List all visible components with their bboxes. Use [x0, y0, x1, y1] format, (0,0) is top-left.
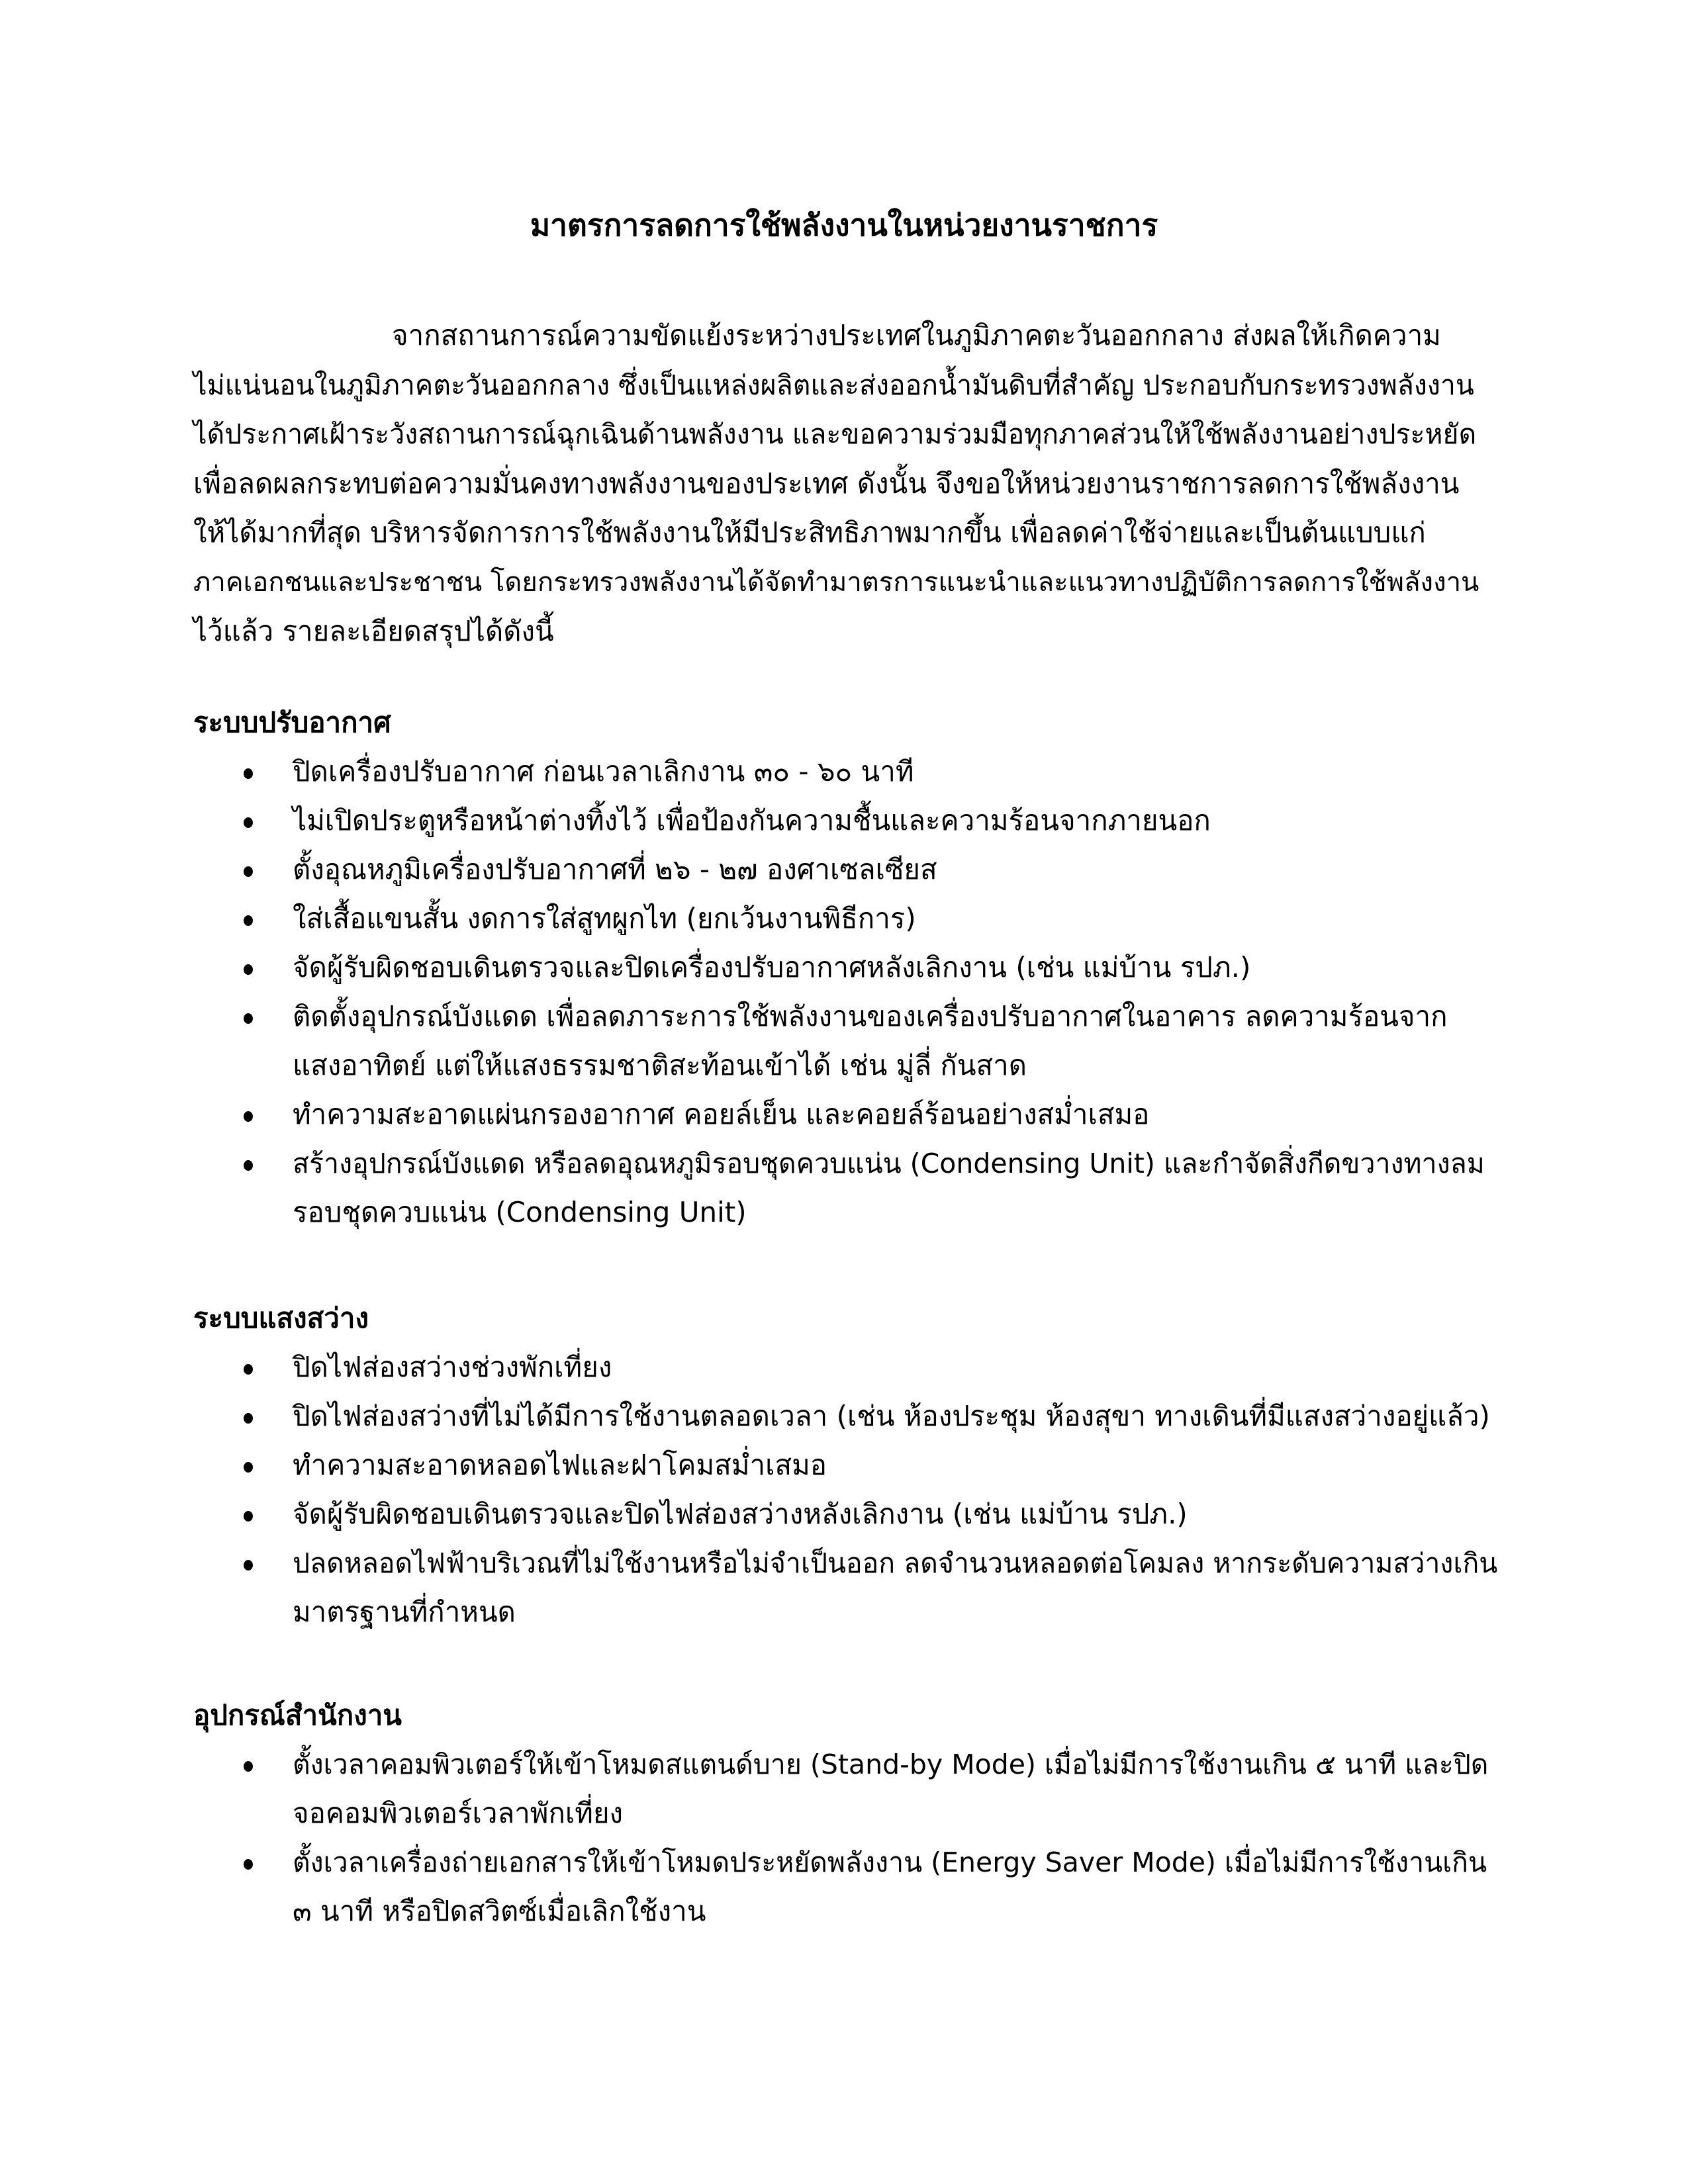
bullet-icon [244, 1413, 253, 1424]
list-item-text: ตั้งเวลาเครื่องถ่ายเอกสารให้เข้าโหมดประหยัดพลังงาน (Energy Saver Mode) เมื่อไม่มีการใช้งานเกิน [293, 1846, 1487, 1878]
list-item-text: ติดตั้งอุปกรณ์บังแดด เพื่อลดภาระการใช้พลังงานของเครื่องปรับอากาศในอาคาร ลดความร้อนจาก [293, 1000, 1448, 1032]
list-item [193, 796, 1511, 845]
section-heading: ระบบแสงสว่าง [193, 1302, 369, 1334]
section-office-equipment [193, 1691, 1511, 1936]
list-item-text: จอคอมพิวเตอร์เวลาพักเที่ยง [293, 1797, 624, 1829]
bullet-icon [244, 1560, 253, 1570]
bullet-icon [244, 1859, 253, 1870]
bullet-list [193, 1740, 1511, 1936]
list-item [193, 747, 1511, 796]
bullet-icon [244, 1111, 253, 1122]
intro-line: ไว้แล้ว รายละเอียดสรุปได้ดังนี้ [193, 615, 554, 647]
list-item-text: สร้างอุปกรณ์บังแดด หรือลดอุณหภูมิรอบชุดควบแน่น (Condensing Unit) และกำจัดสิ่งกีดขวางทางลม [293, 1148, 1485, 1179]
bullet-icon [244, 1761, 253, 1772]
list-item-text: ปิดไฟส่องสว่างช่วงพักเที่ยง [293, 1351, 612, 1383]
list-item-text: จัดผู้รับผิดชอบเดินตรวจและปิดเครื่องปรับอากาศหลังเลิกงาน (เช่น แม่บ้าน รปภ.) [293, 951, 1251, 983]
bullet-icon [244, 1511, 253, 1522]
document-title: มาตรการลดการใช้พลังงานในหน่วยงานราชการ [530, 207, 1158, 243]
intro-line: ไม่แน่นอนในภูมิภาคตะวันออกกลาง ซึ่งเป็นแหล่งผลิตและส่งออกน้ำมันดิบที่สำคัญ ประกอบกับกระทรวงพลังงาน [193, 369, 1474, 401]
list-item [193, 1441, 1511, 1490]
bullet-list [193, 1343, 1511, 1637]
list-item [193, 845, 1511, 894]
intro-line: ให้ได้มากที่สุด บริหารจัดการการใช้พลังงานให้มีประสิทธิภาพมากขึ้น เพื่อลดค่าใช้จ่ายและเป็นต้นแบบแก่ [193, 516, 1426, 549]
bullet-icon [244, 1462, 253, 1473]
list-item-text: ทำความสะอาดหลอดไฟและฝาโคมสม่ำเสมอ [293, 1449, 827, 1481]
list-item-text: จัดผู้รับผิดชอบเดินตรวจและปิดไฟส่องสว่างหลังเลิกงาน (เช่น แม่บ้าน รปภ.) [293, 1498, 1188, 1530]
list-item [193, 1392, 1511, 1441]
list-item-text: ใส่เสื้อแขนสั้น งดการใส่สูทผูกไท (ยกเว้นงานพิธีการ) [293, 902, 916, 934]
list-item-text: ปิดเครื่องปรับอากาศ ก่อนเวลาเลิกงาน ๓๐ - ๖๐ นาที [293, 755, 914, 788]
bullet-icon [244, 817, 253, 828]
list-item-text: มาตรฐานที่กำหนด [293, 1596, 516, 1628]
list-item [193, 894, 1511, 943]
section-heading: อุปกรณ์สำนักงาน [193, 1699, 402, 1731]
intro-line: ได้ประกาศเฝ้าระวังสถานการณ์ฉุกเฉินด้านพลังงาน และขอความร่วมมือทุกภาคส่วนให้ใช้พลังงานอย่างประหยัด [193, 418, 1477, 450]
list-item-text: ปลดหลอดไฟฟ้าบริเวณที่ไม่ใช้งานหรือไม่จำเป็นออก ลดจำนวนหลอดต่อโคมลง หากระดับความสว่างเกิน [293, 1547, 1498, 1579]
list-item [193, 1090, 1511, 1139]
list-item-text: ตั้งอุณหภูมิเครื่องปรับอากาศที่ ๒๖ - ๒๗ องศาเซลเซียส [293, 853, 937, 886]
list-item [193, 1343, 1511, 1392]
list-item-text: ปิดไฟส่องสว่างที่ไม่ได้มีการใช้งานตลอดเวลา (เช่น ห้องประชุม ห้องสุขา ทางเดินที่มีแสงสว่างอยู่แล้ว) [293, 1400, 1490, 1432]
bullet-icon [244, 1013, 253, 1024]
list-item [193, 1139, 1511, 1237]
list-item [193, 1539, 1511, 1637]
bullet-icon [244, 1160, 253, 1171]
intro-line: ภาคเอกชนและประชาชน โดยกระทรวงพลังงานได้จัดทำมาตรการแนะนำและแนวทางปฏิบัติการลดการใช้พลังงาน [193, 567, 1479, 598]
intro-paragraph [193, 311, 1497, 657]
list-item-text: ๓ นาที หรือปิดสวิตซ์เมื่อเลิกใช้งาน [293, 1895, 706, 1927]
bullet-icon [244, 964, 253, 975]
list-item-text: รอบชุดควบแน่น (Condensing Unit) [293, 1196, 747, 1228]
list-item [193, 1740, 1511, 1838]
list-item-text: ทำความสะอาดแผ่นกรองอากาศ คอยล์เย็น และคอยล์ร้อนอย่างสม่ำเสมอ [293, 1098, 1150, 1130]
intro-line: จากสถานการณ์ความขัดแย้งระหว่างประเทศในภูมิภาคตะวันออกกลาง ส่งผลให้เกิดความ [392, 319, 1441, 351]
section-heading: ระบบปรับอากาศ [193, 706, 391, 739]
bullet-icon [244, 1364, 253, 1375]
list-item [193, 943, 1511, 992]
list-item [193, 1490, 1511, 1539]
bullet-icon [244, 915, 253, 926]
list-item [193, 1838, 1511, 1936]
list-item-text: ตั้งเวลาคอมพิวเตอร์ให้เข้าโหมดสแตนด์บาย (Stand-by Mode) เมื่อไม่มีการใช้งานเกิน ๕ นาที และปิด [293, 1749, 1489, 1780]
list-item-text: ไม่เปิดประตูหรือหน้าต่างทิ้งไว้ เพื่อป้องกันความชื้นและความร้อนจากภายนอก [293, 804, 1211, 837]
section-lighting [193, 1294, 1511, 1637]
list-item [193, 992, 1511, 1090]
bullet-list [193, 747, 1511, 1237]
intro-line: เพื่อลดผลกระทบต่อความมั่นคงทางพลังงานของประเทศ ดังนั้น จึงขอให้หน่วยงานราชการลดการใช้พลังงาน [193, 467, 1460, 500]
list-item-text: แสงอาทิตย์ แต่ให้แสงธรรมชาติสะท้อนเข้าได้ เช่น มู่ลี่ กันสาด [293, 1049, 1027, 1081]
section-air-conditioning [193, 698, 1511, 1237]
bullet-icon [244, 866, 253, 877]
bullet-icon [244, 768, 253, 779]
